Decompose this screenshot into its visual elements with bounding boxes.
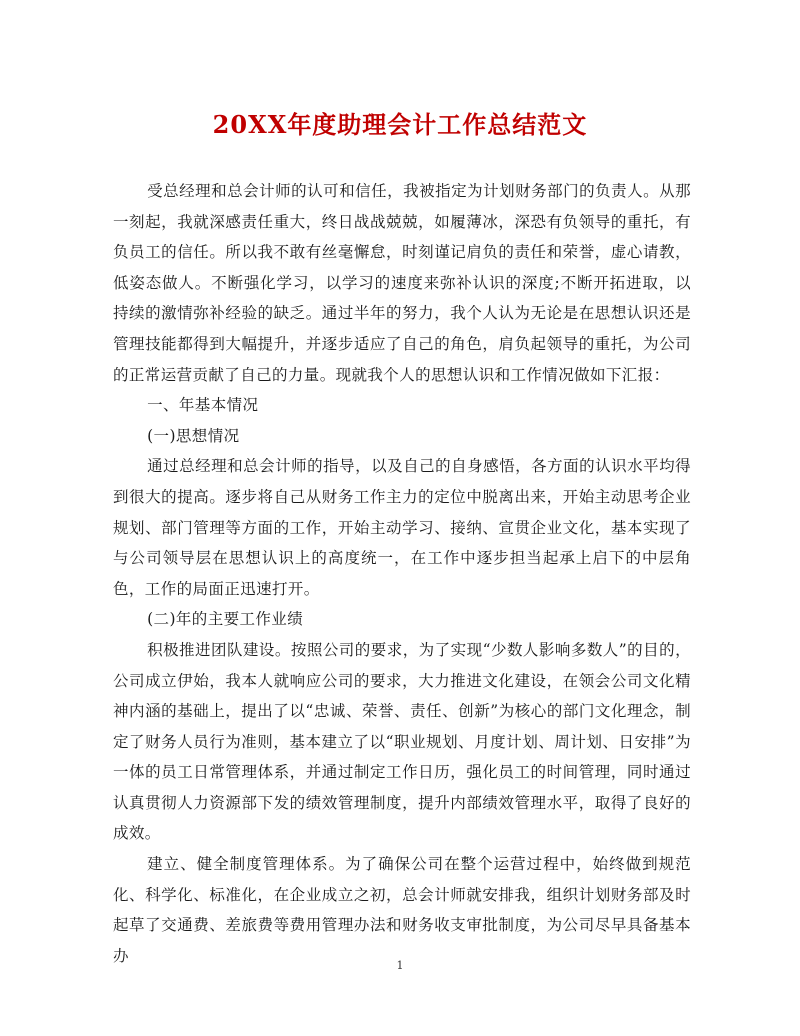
subsection-heading-thoughts: (一)思想情况 [147, 426, 240, 445]
paragraph-team-building: 积极推进团队建设。按照公司的要求，为了实现“少数人影响多数人”的目的，公司成立伊始，我本人就响应公司的要求，大力推进文化建设，在领会公司文化精神内涵的基础上，提出了以“忠诚、荣誉、责任、创新”为核心的部门文化理念，制定了财务人员行为准则，基本建立了以“职业规划、月度计划、周计划、日安排”为一体的员工日常管理体系，并通过制定工作日历，强化员工的时间管理，同时通过认真贯彻人力资源部下发的绩效管理制度，提升内部绩效管理水平，取得了良好的成效。 [113, 640, 691, 843]
subsection-heading-achievements: (二)年的主要工作业绩 [147, 610, 304, 629]
paragraph-system-building: 建立、健全制度管理体系。为了确保公司在整个运营过程中，始终做到规范化、科学化、标准化，在企业成立之初，总会计师就安排我，组织计划财务部及时起草了交通费、差旅费等费用管理办法和财务收支审批制度，为公司尽早具备基本办 [113, 855, 691, 965]
document-title: 20XX年度助理会计工作总结范文 [212, 110, 588, 139]
document-body [113, 176, 691, 971]
paragraph-thoughts: 通过总经理和总会计师的指导，以及自己的自身感悟，各方面的认识水平均得到很大的提高。逐步将自己从财务工作主力的定位中脱离出来，开始主动思考企业规划、部门管理等方面的工作，开始主动学习、接纳、宣贯企业文化，基本实现了与公司领导层在思想认识上的高度统一，在工作中逐步担当起承上启下的中层角色，工作的局面正迅速打开。 [113, 457, 691, 598]
paragraph-intro: 受总经理和总会计师的认可和信任，我被指定为计划财务部门的负责人。从那一刻起，我就深感责任重大，终日战战兢兢，如履薄冰，深恐有负领导的重托，有负员工的信任。所以我不敢有丝毫懈怠，时刻谨记肩负的责任和荣誉，虚心请教，低姿态做人。不断强化学习，以学习的速度来弥补认识的深度;不断开拓进取，以持续的激情弥补经验的缺乏。通过半年的努力，我个人认为无论是在思想认识还是管理技能都得到大幅提升，并逐步适应了自己的角色，肩负起领导的重托，为公司的正常运营贡献了自己的力量。现就我个人的思想认识和工作情况做如下汇报： [113, 182, 691, 384]
page-number: 1 [396, 959, 404, 972]
section-heading-basic: 一、年基本情况 [147, 396, 259, 415]
